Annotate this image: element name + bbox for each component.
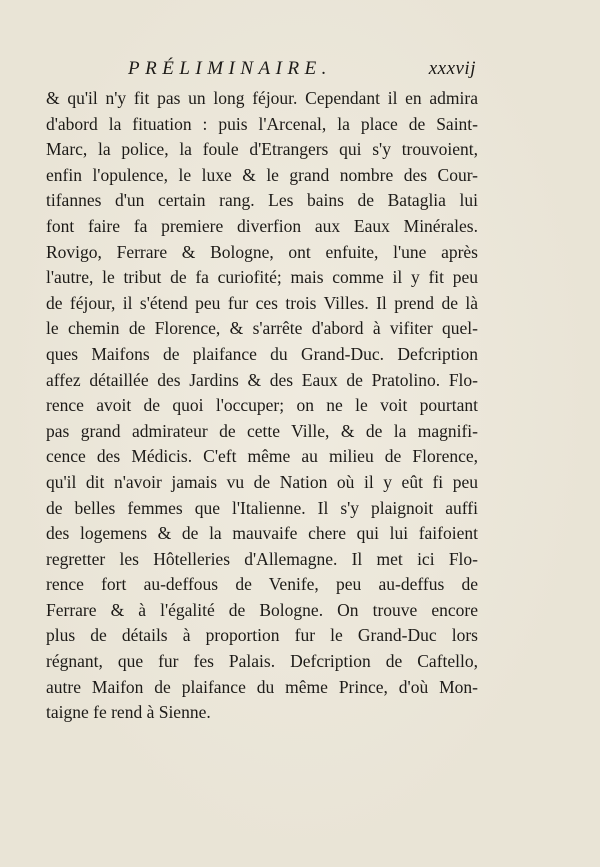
text-line: taigne fe rend à Sienne. <box>46 702 211 723</box>
text-line: affez détaillée des Jardins & des Eaux de Pratolino. Flo- <box>46 369 478 390</box>
text-line: ques Maifons de plaifance du Grand-Duc. Defcription <box>46 343 478 364</box>
text-line: rence avoit de quoi l'occuper; on ne le voit pourtant <box>46 395 478 416</box>
text-line: font faire fa premiere diverfion aux Eaux Minérales. <box>46 215 478 236</box>
body-text <box>46 86 478 726</box>
text-line: l'autre, le tribut de fa curiofité; mais comme il y fit peu <box>46 267 478 288</box>
text-line: de féjour, il s'étend peu fur ces trois Villes. Il prend de là <box>46 292 478 313</box>
text-line: des logemens & de la mauvaife chere qui lui faifoient <box>46 523 478 544</box>
running-head <box>46 56 476 82</box>
text-line: régnant, que fur fes Palais. Defcription de Caftello, <box>46 651 478 672</box>
running-title: PRÉLIMINAIRE. <box>128 58 332 79</box>
text-line: Marc, la police, la foule d'Etrangers qui s'y trouvoient, <box>46 139 478 160</box>
text-line: & qu'il n'y fit pas un long féjour. Cependant il en admira <box>46 88 478 108</box>
text-line: d'abord la fituation : puis l'Arcenal, la place de Saint- <box>46 113 478 134</box>
text-line: Ferrare & à l'égalité de Bologne. On trouve encore <box>46 599 478 620</box>
text-line: le chemin de Florence, & s'arrête d'abord à vifiter quel- <box>46 318 478 339</box>
text-line: tifannes d'un certain rang. Les bains de Bataglia lui <box>46 190 478 211</box>
text-line: plus de détails à proportion fur le Grand-Duc lors <box>46 625 478 646</box>
text-line: regretter les Hôtelleries d'Allemagne. Il met ici Flo- <box>46 548 478 569</box>
text-line: autre Maifon de plaifance du même Prince, d'où Mon- <box>46 676 478 697</box>
page-number: xxxvij <box>428 58 476 79</box>
text-line: qu'il dit n'avoir jamais vu de Nation où il y eût fi peu <box>46 471 478 492</box>
text-line: Rovigo, Ferrare & Bologne, ont enfuite, l'une après <box>46 241 478 262</box>
text-line: cence des Médicis. C'eft même au milieu de Florence, <box>46 446 478 467</box>
text-line: pas grand admirateur de cette Ville, & de la magnifi- <box>46 420 478 441</box>
text-line: de belles femmes que l'Italienne. Il s'y plaignoit auffi <box>46 497 478 518</box>
text-line: rence fort au-deffous de Venife, peu au-deffus de <box>46 574 478 595</box>
text-line: enfin l'opulence, le luxe & le grand nombre des Cour- <box>46 164 478 185</box>
